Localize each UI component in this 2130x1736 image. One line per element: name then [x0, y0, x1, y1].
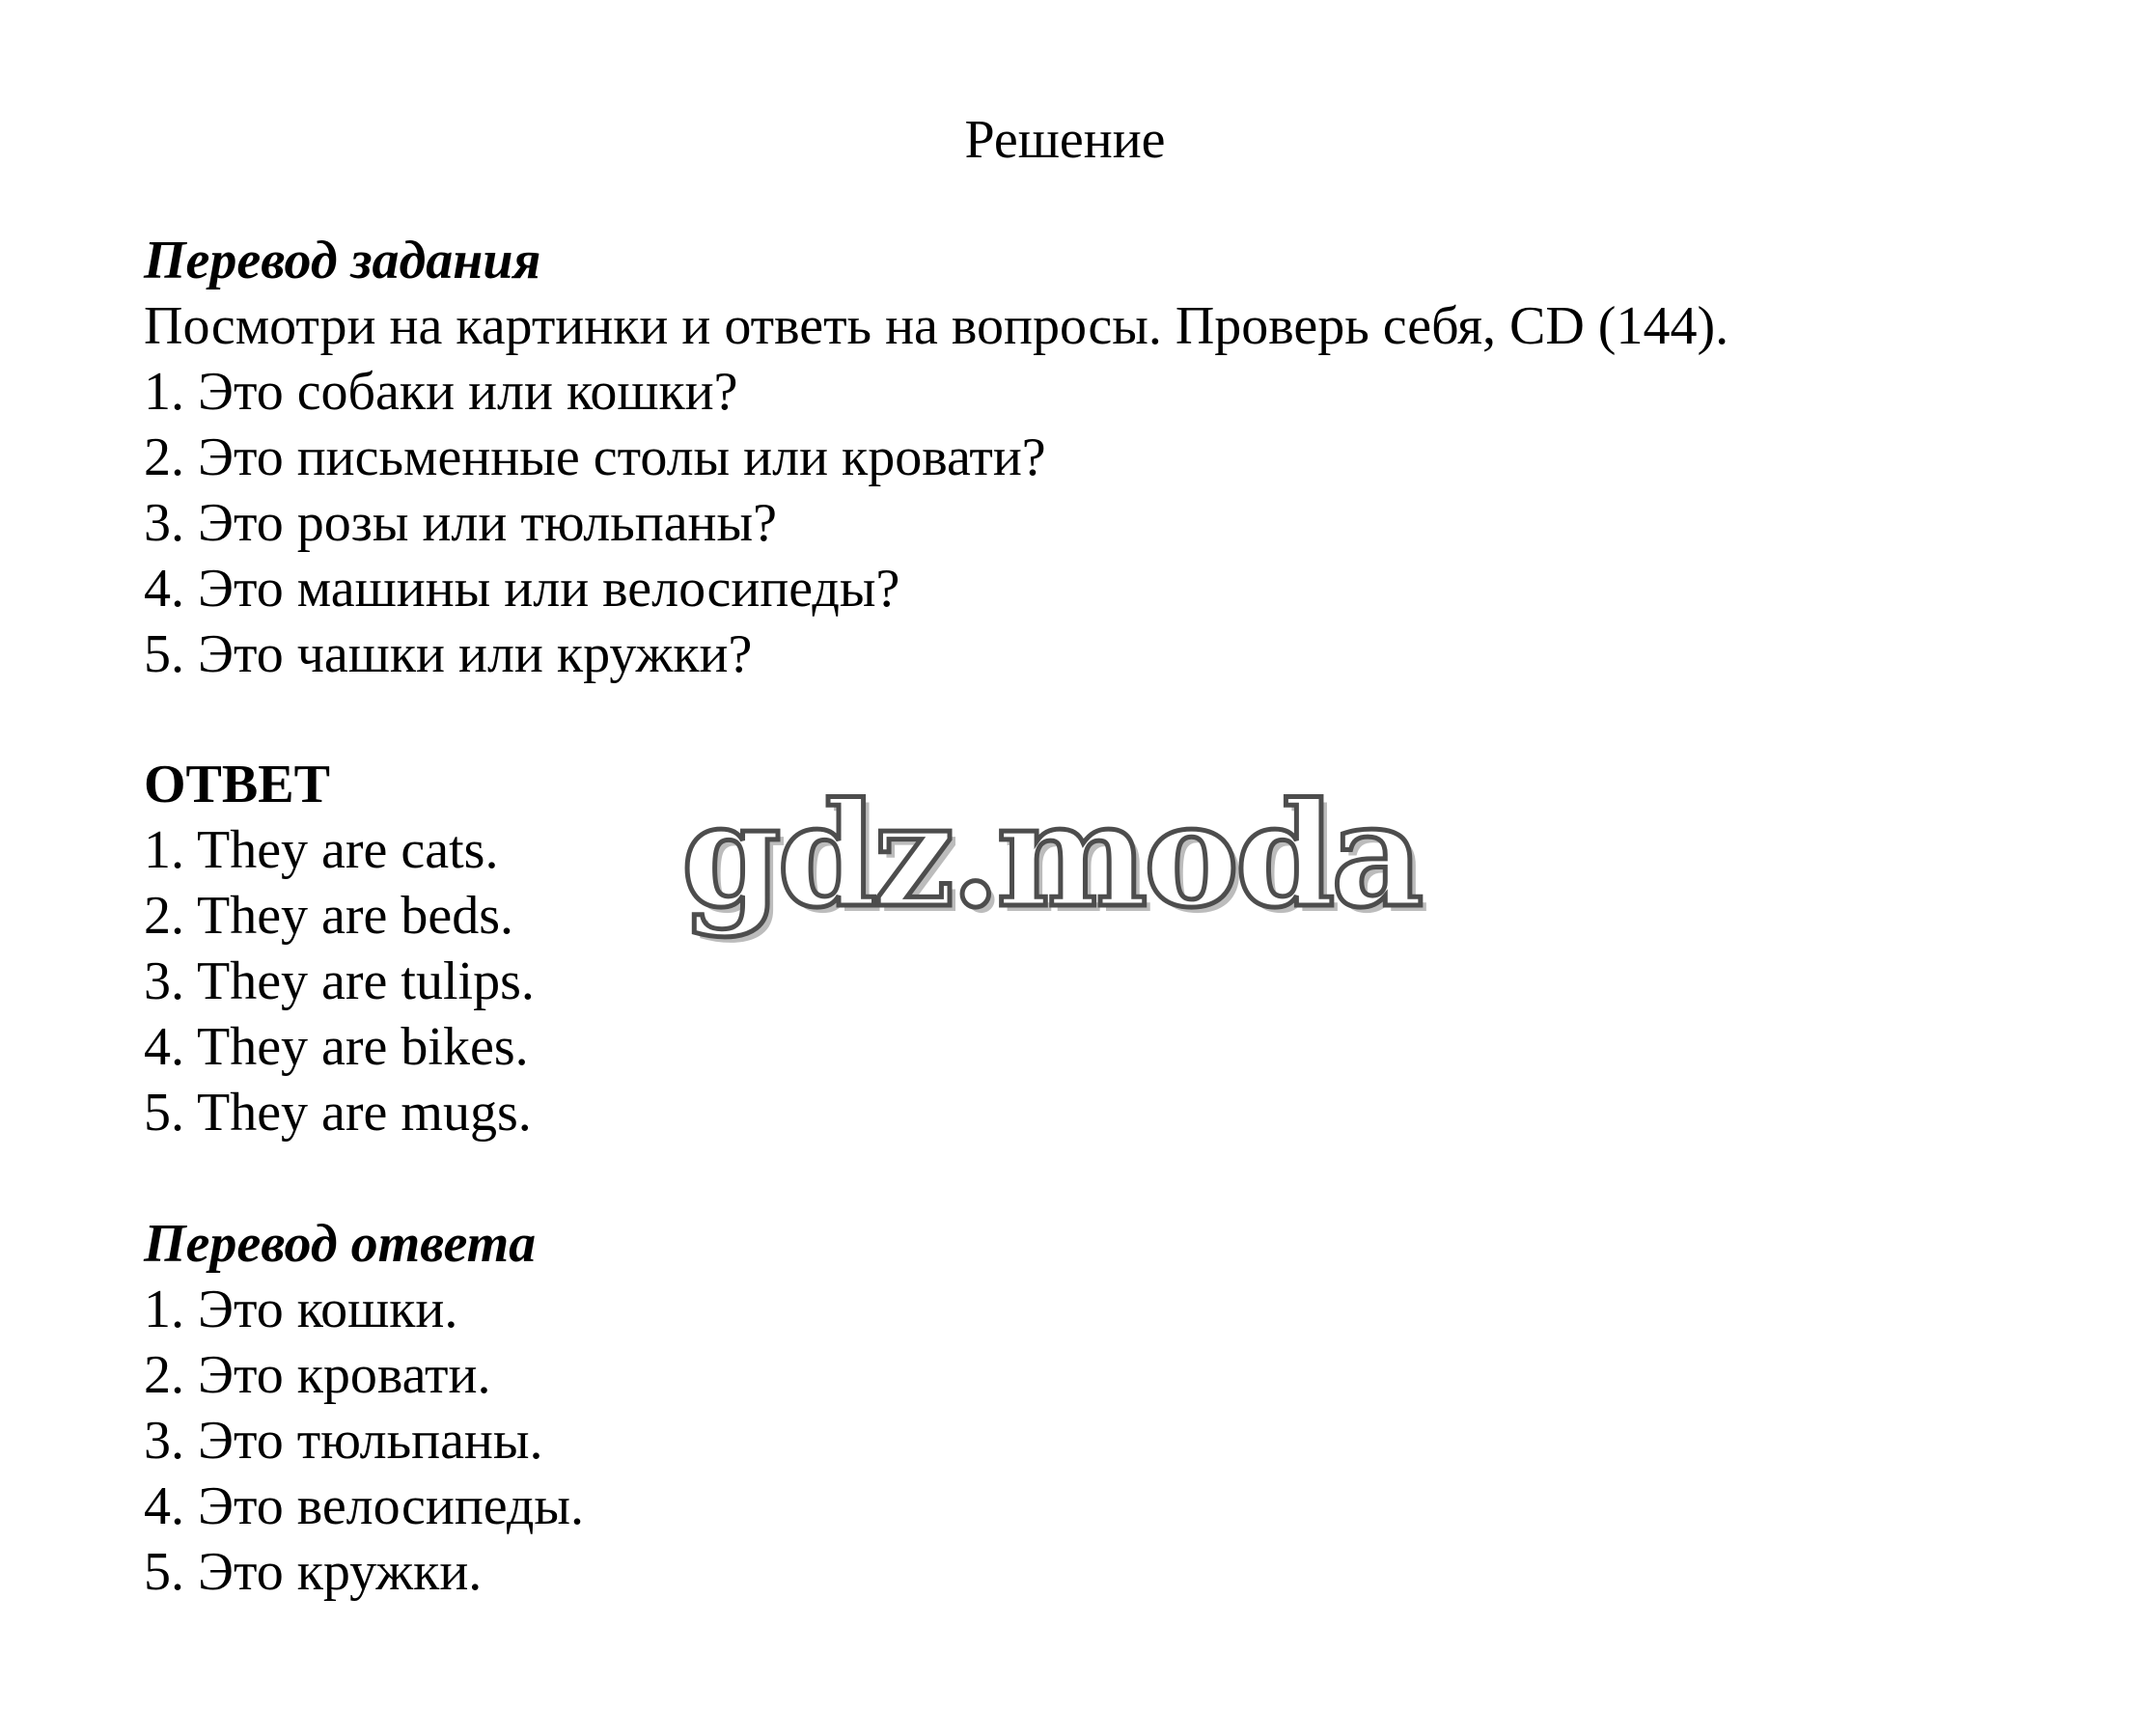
answer-item: 5. They are mugs. [144, 1083, 532, 1143]
answer-translation-section [144, 1211, 2074, 1605]
task-item: 4. Это машины или велосипеды? [144, 559, 900, 619]
answer-item: 1. They are cats. [144, 820, 499, 880]
task-item: 3. Это розы или тюльпаны? [144, 493, 778, 553]
task-translation-section [144, 228, 2074, 687]
task-heading: Перевод задания [144, 231, 541, 290]
watermark-logo: gdz.moda [681, 771, 1421, 939]
task-instruction: Посмотри на картинки и ответь на вопросы. Проверь себя, CD (144). [144, 296, 1729, 356]
translation-item: 2. Это кровати. [144, 1345, 491, 1405]
answer-item: 3. They are tulips. [144, 951, 535, 1011]
task-item: 5. Это чашки или кружки? [144, 624, 753, 684]
task-item: 2. Это письменные столы или кровати? [144, 427, 1046, 487]
answer-item: 2. They are beds. [144, 886, 514, 946]
task-item: 1. Это собаки или кошки? [144, 362, 738, 422]
translation-heading: Перевод ответа [144, 1214, 537, 1274]
answer-item: 4. They are bikes. [144, 1017, 529, 1077]
translation-item: 5. Это кружки. [144, 1542, 483, 1602]
translation-item: 1. Это кошки. [144, 1280, 458, 1339]
page-title: Решение [964, 110, 1166, 170]
translation-item: 4. Это велосипеды. [144, 1476, 585, 1536]
answer-heading: ОТВЕТ [144, 755, 330, 814]
translation-item: 3. Это тюльпаны. [144, 1411, 543, 1471]
